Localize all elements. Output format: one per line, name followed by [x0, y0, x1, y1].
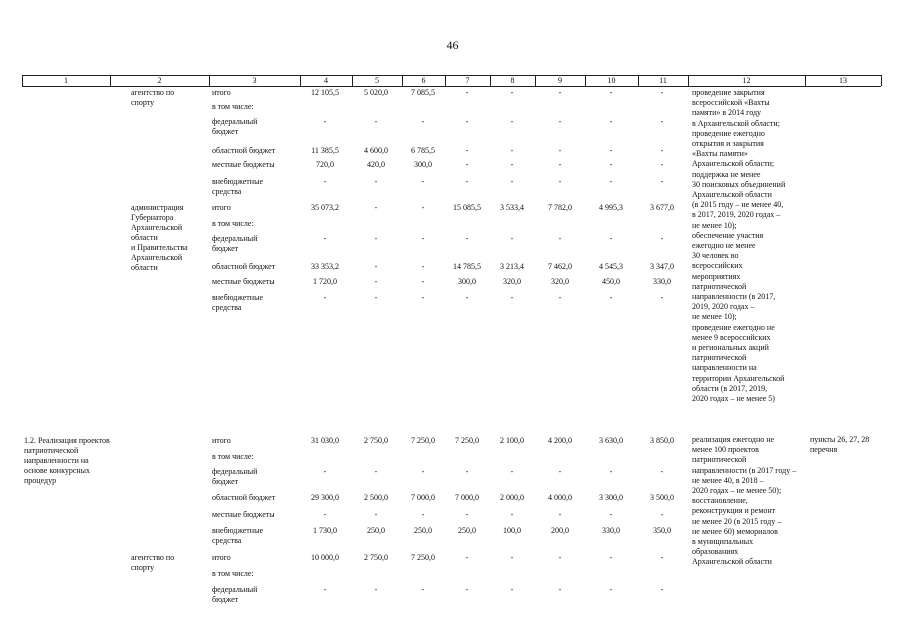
text-line: открытия и закрытия: [692, 139, 764, 149]
text-line: менее 100 проектов: [692, 445, 759, 455]
executor-name-line: агентство по: [131, 553, 175, 562]
header-col-9: 9: [558, 76, 562, 85]
budget-value: -: [609, 160, 613, 169]
header-col-2: 2: [157, 76, 162, 85]
results-text-block-2: [692, 435, 796, 568]
funding-source-label: средства: [212, 303, 242, 312]
budget-value: 320,0: [503, 277, 521, 286]
budget-value: -: [609, 553, 613, 562]
budget-value: -: [510, 467, 514, 476]
budget-value: -: [609, 177, 613, 186]
budget-value: 3 347,0: [650, 262, 674, 271]
budget-value: 29 300,0: [311, 493, 339, 502]
budget-value: -: [374, 117, 378, 126]
budget-value: -: [465, 293, 469, 302]
text-line: мероприятиях: [692, 271, 741, 281]
budget-value: 1 720,0: [313, 277, 337, 286]
funding-source-label: федеральный: [212, 117, 258, 126]
budget-value: -: [465, 117, 469, 126]
funding-source-label: бюджет: [212, 244, 239, 253]
budget-value: 4 995,3: [599, 203, 623, 212]
text-line: 2020 годах – не менее 50);: [692, 486, 782, 496]
budget-value: 4 545,3: [599, 262, 623, 271]
budget-value: -: [660, 177, 664, 186]
executor-name-line: области: [131, 233, 158, 242]
budget-value: 2 750,0: [364, 553, 388, 562]
budget-value: -: [558, 510, 562, 519]
budget-value: -: [609, 585, 613, 594]
budget-value: 4 600,0: [364, 146, 388, 155]
funding-source-label: местные бюджеты: [212, 160, 275, 169]
header-col-11: 11: [659, 76, 667, 85]
budget-value: 300,0: [414, 160, 432, 169]
budget-value: 7 250,0: [455, 436, 479, 445]
header-col-10: 10: [607, 76, 616, 85]
budget-value: -: [558, 160, 562, 169]
budget-value: -: [323, 585, 327, 594]
text-line: направленности (в 2017,: [692, 292, 776, 302]
funding-source-label: итого: [212, 88, 231, 97]
funding-source-label: федеральный: [212, 234, 258, 243]
text-line: не менее 10);: [692, 220, 737, 230]
text-line: не менее 10);: [692, 312, 737, 322]
budget-value: -: [421, 467, 425, 476]
funding-source-label: в том числе:: [212, 569, 254, 578]
budget-value: -: [510, 160, 514, 169]
budget-value: -: [421, 510, 425, 519]
budget-value: 250,0: [458, 526, 476, 535]
budget-value: -: [323, 293, 327, 302]
budget-value: 300,0: [458, 277, 476, 286]
funding-source-label: средства: [212, 536, 242, 545]
budget-value: -: [465, 234, 469, 243]
budget-value: -: [323, 510, 327, 519]
budget-value: 7 000,0: [455, 493, 479, 502]
text-line: Архангельской области: [692, 557, 772, 567]
text-line: направленности на: [692, 363, 757, 373]
activity-name-line: патриотической: [24, 446, 79, 455]
budget-value: -: [660, 585, 664, 594]
budget-value: 3 677,0: [650, 203, 674, 212]
budget-value: 35 073,2: [311, 203, 339, 212]
funding-source-label: бюджет: [212, 127, 239, 136]
budget-value: -: [609, 293, 613, 302]
budget-value: -: [510, 117, 514, 126]
budget-value: -: [558, 234, 562, 243]
text-line: направленности (в 2017 году –: [692, 465, 797, 475]
budget-value: 7 000,0: [411, 493, 435, 502]
budget-value: 330,0: [602, 526, 620, 535]
funding-source-label: в том числе:: [212, 219, 254, 228]
funding-source-label: областной бюджет: [212, 262, 276, 271]
header-col-12: 12: [742, 76, 751, 85]
funding-source-label: внебюджетные: [212, 526, 263, 535]
text-line: всероссийских: [692, 261, 743, 271]
text-line: 2020 годах – не менее 5): [692, 394, 775, 404]
text-line: пункты 26, 27, 28: [810, 435, 870, 444]
header-col-6: 6: [421, 76, 426, 85]
budget-value: -: [660, 293, 664, 302]
text-line: патриотической: [692, 455, 747, 465]
header-col-5: 5: [375, 76, 379, 85]
executor-name-line: области: [131, 263, 158, 272]
executor-name-line: спорту: [131, 98, 155, 107]
text-line: поддержка не менее: [692, 169, 761, 179]
budget-value: -: [510, 510, 514, 519]
budget-value: -: [465, 510, 469, 519]
budget-value: -: [609, 510, 613, 519]
budget-value: -: [323, 467, 327, 476]
text-line: не менее 40, в 2018 –: [692, 475, 764, 485]
funding-source-label: внебюджетные: [212, 177, 263, 186]
budget-value: -: [660, 146, 664, 155]
funding-source-label: бюджет: [212, 477, 239, 486]
budget-value: -: [660, 467, 664, 476]
budget-value: -: [660, 88, 664, 97]
text-line: «Вахты памяти»: [692, 149, 748, 159]
budget-value: -: [609, 467, 613, 476]
text-line: проведение закрытия: [692, 88, 765, 97]
budget-value: -: [421, 234, 425, 243]
budget-value: -: [510, 585, 514, 594]
budget-value: 11 385,5: [311, 146, 339, 155]
budget-value: 31 030,0: [311, 436, 339, 445]
text-line: в 2017, 2019, 2020 годах –: [692, 210, 781, 220]
budget-value: 1 730,0: [313, 526, 337, 535]
text-line: проведение ежегодно не: [692, 322, 775, 332]
budget-value: 7 250,0: [411, 553, 435, 562]
budget-value: -: [323, 177, 327, 186]
budget-value: 320,0: [551, 277, 569, 286]
budget-value: -: [374, 467, 378, 476]
funding-source-label: итого: [212, 203, 231, 212]
budget-value: 3 213,4: [500, 262, 524, 271]
text-line: восстановление,: [692, 496, 748, 506]
budget-value: -: [374, 203, 378, 212]
text-line: перечня: [810, 445, 838, 455]
budget-value: -: [465, 553, 469, 562]
budget-value: 7 462,0: [548, 262, 572, 271]
header-col-1: 1: [64, 76, 68, 85]
funding-source-label: федеральный: [212, 467, 258, 476]
budget-value: -: [660, 117, 664, 126]
budget-value: -: [465, 177, 469, 186]
budget-value: -: [558, 467, 562, 476]
budget-value: -: [660, 510, 664, 519]
budget-value: -: [421, 585, 425, 594]
text-line: не менее 60) мемориалов: [692, 526, 778, 536]
budget-value: 2 100,0: [500, 436, 524, 445]
header-column-divider: [881, 75, 882, 86]
text-line: проведение ежегодно: [692, 128, 765, 138]
budget-value: -: [609, 146, 613, 155]
budget-value: 420,0: [367, 160, 385, 169]
page-number: 46: [446, 38, 459, 52]
funding-source-label: внебюджетные: [212, 293, 263, 302]
budget-value: 3 300,0: [599, 493, 623, 502]
header-col-4: 4: [324, 76, 328, 85]
budget-value: -: [374, 510, 378, 519]
reference-text: [810, 435, 869, 455]
budget-value: 3 533,4: [500, 203, 524, 212]
text-line: в муниципальных: [692, 537, 754, 547]
budget-value: -: [510, 177, 514, 186]
text-line: в Архангельской области;: [692, 118, 780, 128]
budget-value: -: [374, 585, 378, 594]
text-line: Архангельской области: [692, 190, 772, 200]
budget-value: -: [510, 553, 514, 562]
budget-value: 15 085,5: [453, 203, 481, 212]
budget-value: 12 105,5: [311, 88, 339, 97]
text-line: не менее 20 (в 2015 году –: [692, 516, 782, 526]
budget-value: -: [558, 146, 562, 155]
budget-value: 450,0: [602, 277, 620, 286]
budget-value: -: [465, 88, 469, 97]
executor-name-line: администрация: [131, 203, 184, 212]
executor-name-line: агентство по: [131, 88, 175, 97]
budget-value: -: [558, 177, 562, 186]
budget-value: -: [374, 277, 378, 286]
funding-source-label: средства: [212, 187, 242, 196]
budget-value: -: [421, 177, 425, 186]
funding-source-label: областной бюджет: [212, 146, 276, 155]
funding-source-label: в том числе:: [212, 452, 254, 461]
budget-value: 720,0: [316, 160, 334, 169]
text-line: образованиях: [692, 547, 739, 557]
results-text-block-1: [692, 88, 785, 404]
header-col-3: 3: [252, 76, 257, 85]
budget-value: -: [609, 117, 613, 126]
budget-value: -: [510, 234, 514, 243]
activity-name-line: 1.2. Реализация проектов: [24, 436, 110, 445]
budget-value: 4 200,0: [548, 436, 572, 445]
header-bottom-border: [22, 86, 881, 87]
budget-value: 250,0: [367, 526, 385, 535]
executor-name-line: Губернатора: [131, 213, 174, 222]
funding-source-label: местные бюджеты: [212, 510, 275, 519]
funding-source-label: федеральный: [212, 585, 258, 594]
text-line: 30 человек во: [692, 251, 739, 261]
budget-value: 3 500,0: [650, 493, 674, 502]
budget-value: 350,0: [653, 526, 671, 535]
text-line: 30 поисковых объединений: [692, 179, 786, 189]
budget-value: 6 785,5: [411, 146, 435, 155]
executor-name-line: и Правительства: [131, 243, 188, 252]
header-col-13: 13: [839, 76, 847, 85]
budget-value: -: [421, 277, 425, 286]
budget-value: -: [558, 585, 562, 594]
budget-value: 2 500,0: [364, 493, 388, 502]
funding-source-label: областной бюджет: [212, 493, 276, 502]
text-line: реконструкция и ремонт: [692, 506, 776, 516]
text-line: патриотической: [692, 281, 747, 291]
budget-value: 7 085,5: [411, 88, 435, 97]
budget-value: -: [558, 293, 562, 302]
budget-value: -: [510, 146, 514, 155]
budget-value: -: [558, 553, 562, 562]
funding-source-label: итого: [212, 553, 231, 562]
budget-value: -: [510, 88, 514, 97]
budget-value: -: [660, 234, 664, 243]
text-line: менее 9 всероссийских: [692, 332, 771, 342]
text-line: Архангельской области;: [692, 159, 775, 169]
budget-value: 7 250,0: [411, 436, 435, 445]
text-line: 2019, 2020 годах –: [692, 302, 755, 312]
budget-value: 5 020,0: [364, 88, 388, 97]
budget-value: -: [323, 234, 327, 243]
text-line: территории Архангельской: [692, 373, 785, 383]
budget-value: -: [558, 88, 562, 97]
text-line: и региональных акций: [692, 343, 769, 353]
budget-value: 250,0: [414, 526, 432, 535]
budget-value: -: [558, 117, 562, 126]
budget-value: -: [374, 293, 378, 302]
budget-value: -: [374, 234, 378, 243]
budget-value: 33 353,2: [311, 262, 339, 271]
budget-value: -: [510, 293, 514, 302]
activity-name-line: основе конкурсных: [24, 466, 91, 475]
budget-value: 330,0: [653, 277, 671, 286]
budget-value: -: [660, 553, 664, 562]
budget-value: 200,0: [551, 526, 569, 535]
budget-value: -: [609, 88, 613, 97]
budget-value: -: [609, 234, 613, 243]
header-col-7: 7: [465, 76, 470, 85]
executor-name-line: спорту: [131, 563, 155, 572]
budget-value: 14 785,5: [453, 262, 481, 271]
header-col-8: 8: [510, 76, 515, 85]
text-line: всероссийской «Вахты: [692, 98, 770, 108]
budget-value: -: [374, 177, 378, 186]
activity-name-line: процедур: [24, 476, 57, 485]
executor-name-line: Архангельской: [131, 223, 183, 232]
budget-value: -: [421, 203, 425, 212]
budget-value: 2 750,0: [364, 436, 388, 445]
budget-value: -: [465, 585, 469, 594]
budget-value: -: [660, 160, 664, 169]
activity-name-line: направленности на: [24, 456, 89, 465]
budget-value: -: [374, 262, 378, 271]
text-line: памяти» в 2014 году: [692, 108, 762, 118]
funding-source-label: в том числе:: [212, 102, 254, 111]
budget-value: 3 630,0: [599, 436, 623, 445]
executor-name-line: Архангельской: [131, 253, 183, 262]
budget-value: -: [465, 467, 469, 476]
funding-source-label: местные бюджеты: [212, 277, 275, 286]
budget-value: -: [421, 117, 425, 126]
text-line: обеспечение участия: [692, 230, 764, 240]
text-line: патриотической: [692, 353, 747, 363]
budget-value: -: [465, 146, 469, 155]
funding-source-label: бюджет: [212, 595, 239, 604]
text-line: области (в 2017, 2019,: [692, 383, 768, 393]
text-line: (в 2015 году – не менее 40,: [692, 200, 784, 210]
budget-value: 2 000,0: [500, 493, 524, 502]
budget-value: 4 000,0: [548, 493, 572, 502]
text-line: ежегодно не менее: [692, 241, 756, 251]
budget-value: -: [421, 262, 425, 271]
budget-value: 7 782,0: [548, 203, 572, 212]
budget-value: 3 850,0: [650, 436, 674, 445]
funding-source-label: итого: [212, 436, 231, 445]
budget-value: -: [421, 293, 425, 302]
text-line: реализация ежегодно не: [692, 435, 775, 444]
budget-value: -: [465, 160, 469, 169]
budget-value: 100,0: [503, 526, 521, 535]
budget-value: 10 000,0: [311, 553, 339, 562]
budget-value: -: [323, 117, 327, 126]
